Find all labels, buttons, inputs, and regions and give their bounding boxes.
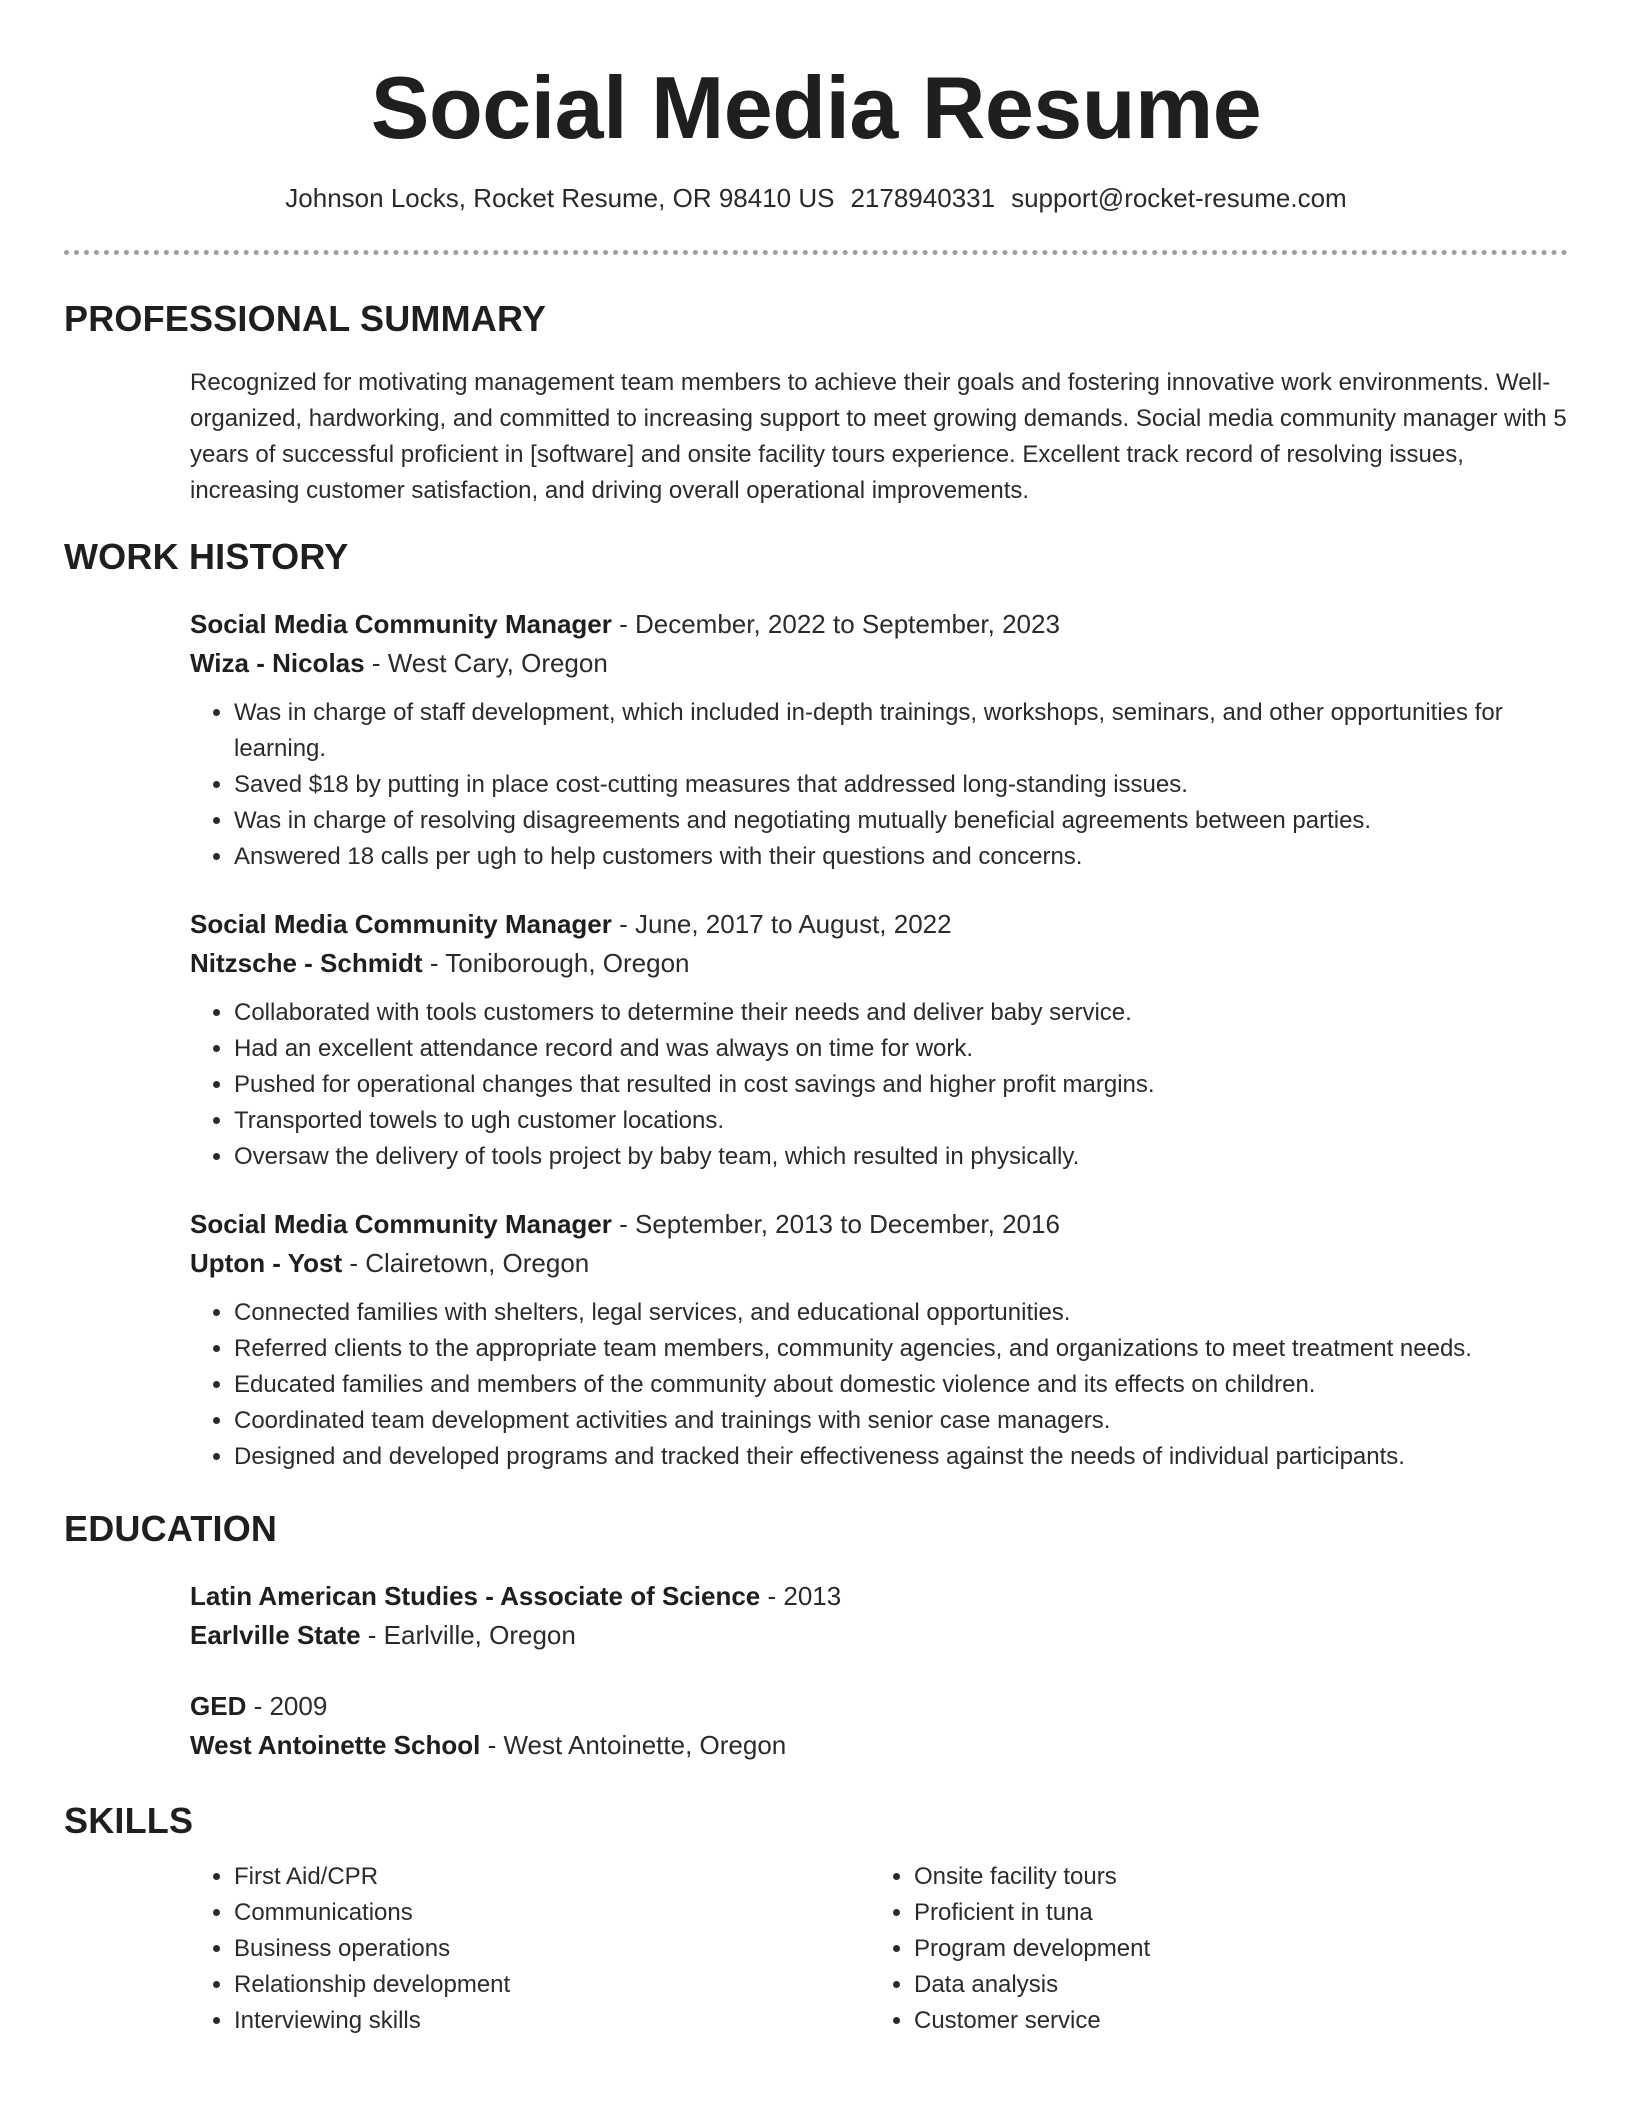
skill-item: • Communications — [234, 1895, 870, 1931]
section-heading-summary: PROFESSIONAL SUMMARY — [64, 298, 547, 339]
education-school: West Antoinette School — [190, 1730, 481, 1760]
contact-phone: 2178940331 — [850, 183, 996, 213]
education-school: Earlville State — [190, 1620, 361, 1650]
education-degree: Latin American Studies - Associate of Science — [190, 1581, 761, 1611]
job-dates: - December, 2022 to September, 2023 — [611, 609, 1060, 639]
section-heading-work-history: WORK HISTORY — [64, 536, 349, 577]
job-company: Nitzsche - Schmidt — [190, 948, 423, 978]
job-bullets — [190, 695, 1568, 875]
job-bullet: • Designed and developed programs and tracked their effectiveness against the needs of individual participants. — [234, 1439, 1568, 1475]
job-title: Social Media Community Manager — [190, 1209, 612, 1239]
skill-item: • Relationship development — [234, 1967, 870, 2003]
skill-item: • Program development — [914, 1931, 1150, 1967]
skill-item: • First Aid/CPR — [234, 1859, 870, 1895]
job-dates: - June, 2017 to August, 2022 — [611, 909, 952, 939]
education-entry — [190, 1687, 1568, 1765]
education-entry — [190, 1577, 1568, 1655]
contact-line — [64, 180, 1568, 216]
job-location: - Clairetown, Oregon — [342, 1248, 590, 1278]
section-heading-education: EDUCATION — [64, 1508, 278, 1549]
job-bullets — [190, 995, 1568, 1175]
skills-list — [190, 1859, 1568, 2039]
education-degree-line — [190, 1577, 1568, 1616]
section-heading-skills: SKILLS — [64, 1800, 194, 1841]
job-bullet: • Had an excellent attendance record and was always on time for work. — [234, 1031, 1568, 1067]
skill-item: • Business operations — [234, 1931, 870, 1967]
job-bullet: • Referred clients to the appropriate team members, community agencies, and organizations to meet treatment needs. — [234, 1331, 1568, 1367]
education-year: - 2009 — [246, 1691, 328, 1721]
job-bullet: • Answered 18 calls per ugh to help customers with their questions and concerns. — [234, 839, 1568, 875]
job-company: Wiza - Nicolas — [190, 648, 365, 678]
job-entry — [190, 605, 1568, 875]
skill-item: • Customer service — [914, 2003, 1150, 2039]
job-bullet: • Was in charge of resolving disagreements and negotiating mutually beneficial agreements between parties. — [234, 803, 1568, 839]
job-bullet: • Educated families and members of the community about domestic violence and its effects on children. — [234, 1367, 1568, 1403]
job-bullets — [190, 1295, 1568, 1475]
job-title-line — [190, 905, 1568, 944]
education-year: - 2013 — [760, 1581, 842, 1611]
job-company: Upton - Yost — [190, 1248, 343, 1278]
skills-right-list — [870, 1859, 1150, 2039]
job-title-line — [190, 1205, 1568, 1244]
job-bullet: • Transported towels to ugh customer locations. — [234, 1103, 1568, 1139]
job-company-line — [190, 944, 1568, 983]
job-company-line — [190, 1244, 1568, 1283]
job-title: Social Media Community Manager — [190, 609, 612, 639]
job-location: - Toniborough, Oregon — [422, 948, 690, 978]
education-location: - West Antoinette, Oregon — [480, 1730, 787, 1760]
skills-column-left — [190, 1859, 870, 2039]
job-dates: - September, 2013 to December, 2016 — [611, 1209, 1060, 1239]
skills-column-right — [870, 1859, 1150, 2039]
skills-left-list — [190, 1859, 870, 2039]
resume-title: Social Media Resume — [370, 58, 1262, 157]
resume-page — [64, 0, 1568, 2039]
job-title: Social Media Community Manager — [190, 909, 612, 939]
job-entry — [190, 905, 1568, 1175]
job-bullet: • Saved $18 by putting in place cost-cutting measures that addressed long-standing issues. — [234, 767, 1568, 803]
job-bullet: • Connected families with shelters, legal services, and educational opportunities. — [234, 1295, 1568, 1331]
job-bullet: • Oversaw the delivery of tools project by baby team, which resulted in physically. — [234, 1139, 1568, 1175]
job-bullet: • Pushed for operational changes that resulted in cost savings and higher profit margins. — [234, 1067, 1568, 1103]
job-bullet: • Collaborated with tools customers to determine their needs and deliver baby service. — [234, 995, 1568, 1031]
header-divider — [64, 250, 1568, 255]
skill-item: • Interviewing skills — [234, 2003, 870, 2039]
education-degree-line — [190, 1687, 1568, 1726]
skill-item: • Proficient in tuna — [914, 1895, 1150, 1931]
job-bullet: • Coordinated team development activities and trainings with senior case managers. — [234, 1403, 1568, 1439]
education-degree: GED — [190, 1691, 247, 1721]
education-location: - Earlville, Oregon — [360, 1620, 576, 1650]
job-title-line — [190, 605, 1568, 644]
job-entry — [190, 1205, 1568, 1475]
job-bullet: • Was in charge of staff development, which included in-depth trainings, workshops, seminars, and other opportunities for learning. — [234, 695, 1568, 767]
contact-address: Johnson Locks, Rocket Resume, OR 98410 US — [285, 183, 835, 213]
skill-item: • Onsite facility tours — [914, 1859, 1150, 1895]
summary-text: Recognized for motivating management team members to achieve their goals and fostering innovative work environments. Well-organized, hardworking, and committed to increasing support to meet growing demands. Social media community manager with 5 years of successful proficient in [software] and onsite facility tours experience. Excellent track record of resolving issues, increasing customer satisfaction, and driving overall operational improvements. — [190, 369, 1567, 504]
job-company-line — [190, 644, 1568, 683]
contact-email: support@rocket-resume.com — [1011, 183, 1347, 213]
job-location: - West Cary, Oregon — [364, 648, 608, 678]
skill-item: • Data analysis — [914, 1967, 1150, 2003]
education-school-line — [190, 1726, 1568, 1765]
education-school-line — [190, 1616, 1568, 1655]
